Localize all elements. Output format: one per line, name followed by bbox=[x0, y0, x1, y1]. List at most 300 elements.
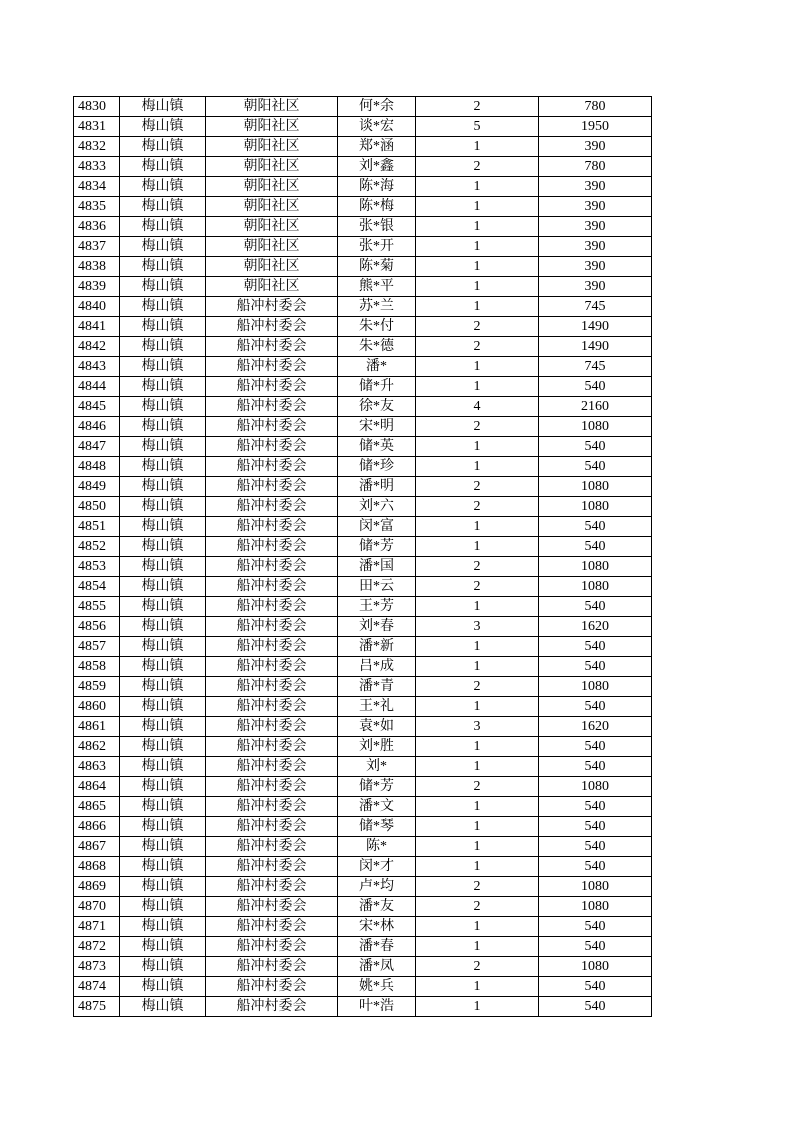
village-cell: 船冲村委会 bbox=[206, 737, 338, 757]
name-cell: 储*升 bbox=[338, 377, 416, 397]
row-number-cell: 4844 bbox=[74, 377, 120, 397]
village-cell: 船冲村委会 bbox=[206, 497, 338, 517]
name-cell: 王*芳 bbox=[338, 597, 416, 617]
town-cell: 梅山镇 bbox=[120, 617, 206, 637]
town-cell: 梅山镇 bbox=[120, 397, 206, 417]
name-cell: 张*银 bbox=[338, 217, 416, 237]
name-cell: 储*芳 bbox=[338, 537, 416, 557]
amount-cell: 1080 bbox=[539, 417, 652, 437]
amount-cell: 540 bbox=[539, 817, 652, 837]
row-number-cell: 4836 bbox=[74, 217, 120, 237]
count-cell: 4 bbox=[416, 397, 539, 417]
row-number-cell: 4867 bbox=[74, 837, 120, 857]
row-number-cell: 4868 bbox=[74, 857, 120, 877]
count-cell: 1 bbox=[416, 537, 539, 557]
village-cell: 船冲村委会 bbox=[206, 417, 338, 437]
count-cell: 1 bbox=[416, 457, 539, 477]
count-cell: 1 bbox=[416, 217, 539, 237]
village-cell: 朝阳社区 bbox=[206, 177, 338, 197]
name-cell: 闵*富 bbox=[338, 517, 416, 537]
town-cell: 梅山镇 bbox=[120, 837, 206, 857]
count-cell: 1 bbox=[416, 197, 539, 217]
row-number-cell: 4835 bbox=[74, 197, 120, 217]
table-row bbox=[74, 337, 652, 357]
amount-cell: 1080 bbox=[539, 577, 652, 597]
name-cell: 袁*如 bbox=[338, 717, 416, 737]
village-cell: 朝阳社区 bbox=[206, 237, 338, 257]
town-cell: 梅山镇 bbox=[120, 777, 206, 797]
table-row bbox=[74, 917, 652, 937]
row-number-cell: 4875 bbox=[74, 997, 120, 1017]
row-number-cell: 4850 bbox=[74, 497, 120, 517]
name-cell: 潘*文 bbox=[338, 797, 416, 817]
name-cell: 苏*兰 bbox=[338, 297, 416, 317]
village-cell: 船冲村委会 bbox=[206, 697, 338, 717]
count-cell: 1 bbox=[416, 517, 539, 537]
row-number-cell: 4859 bbox=[74, 677, 120, 697]
village-cell: 船冲村委会 bbox=[206, 757, 338, 777]
name-cell: 潘*国 bbox=[338, 557, 416, 577]
amount-cell: 540 bbox=[539, 377, 652, 397]
count-cell: 1 bbox=[416, 817, 539, 837]
table-row bbox=[74, 657, 652, 677]
count-cell: 2 bbox=[416, 897, 539, 917]
row-number-cell: 4865 bbox=[74, 797, 120, 817]
amount-cell: 2160 bbox=[539, 397, 652, 417]
row-number-cell: 4847 bbox=[74, 437, 120, 457]
town-cell: 梅山镇 bbox=[120, 237, 206, 257]
count-cell: 1 bbox=[416, 917, 539, 937]
town-cell: 梅山镇 bbox=[120, 377, 206, 397]
village-cell: 船冲村委会 bbox=[206, 577, 338, 597]
table-row bbox=[74, 117, 652, 137]
count-cell: 1 bbox=[416, 697, 539, 717]
count-cell: 1 bbox=[416, 237, 539, 257]
town-cell: 梅山镇 bbox=[120, 177, 206, 197]
row-number-cell: 4842 bbox=[74, 337, 120, 357]
table-body bbox=[74, 97, 652, 1017]
count-cell: 2 bbox=[416, 677, 539, 697]
village-cell: 船冲村委会 bbox=[206, 637, 338, 657]
town-cell: 梅山镇 bbox=[120, 317, 206, 337]
amount-cell: 1620 bbox=[539, 617, 652, 637]
town-cell: 梅山镇 bbox=[120, 877, 206, 897]
name-cell: 储*芳 bbox=[338, 777, 416, 797]
town-cell: 梅山镇 bbox=[120, 557, 206, 577]
village-cell: 船冲村委会 bbox=[206, 517, 338, 537]
amount-cell: 540 bbox=[539, 597, 652, 617]
town-cell: 梅山镇 bbox=[120, 957, 206, 977]
table-row bbox=[74, 317, 652, 337]
town-cell: 梅山镇 bbox=[120, 697, 206, 717]
village-cell: 船冲村委会 bbox=[206, 537, 338, 557]
table-row bbox=[74, 97, 652, 117]
table-row bbox=[74, 537, 652, 557]
table-row bbox=[74, 757, 652, 777]
row-number-cell: 4833 bbox=[74, 157, 120, 177]
name-cell: 潘*春 bbox=[338, 937, 416, 957]
row-number-cell: 4840 bbox=[74, 297, 120, 317]
town-cell: 梅山镇 bbox=[120, 737, 206, 757]
amount-cell: 1080 bbox=[539, 477, 652, 497]
village-cell: 船冲村委会 bbox=[206, 917, 338, 937]
row-number-cell: 4852 bbox=[74, 537, 120, 557]
name-cell: 刘* bbox=[338, 757, 416, 777]
town-cell: 梅山镇 bbox=[120, 417, 206, 437]
amount-cell: 1490 bbox=[539, 317, 652, 337]
count-cell: 1 bbox=[416, 757, 539, 777]
table-row bbox=[74, 997, 652, 1017]
name-cell: 何*余 bbox=[338, 97, 416, 117]
table-row bbox=[74, 517, 652, 537]
count-cell: 1 bbox=[416, 977, 539, 997]
count-cell: 1 bbox=[416, 737, 539, 757]
name-cell: 卢*均 bbox=[338, 877, 416, 897]
count-cell: 1 bbox=[416, 257, 539, 277]
count-cell: 1 bbox=[416, 797, 539, 817]
amount-cell: 1080 bbox=[539, 497, 652, 517]
count-cell: 1 bbox=[416, 297, 539, 317]
village-cell: 船冲村委会 bbox=[206, 977, 338, 997]
village-cell: 船冲村委会 bbox=[206, 937, 338, 957]
row-number-cell: 4864 bbox=[74, 777, 120, 797]
village-cell: 船冲村委会 bbox=[206, 397, 338, 417]
amount-cell: 1620 bbox=[539, 717, 652, 737]
count-cell: 2 bbox=[416, 317, 539, 337]
amount-cell: 1080 bbox=[539, 777, 652, 797]
village-cell: 船冲村委会 bbox=[206, 777, 338, 797]
amount-cell: 745 bbox=[539, 297, 652, 317]
name-cell: 陈* bbox=[338, 837, 416, 857]
row-number-cell: 4853 bbox=[74, 557, 120, 577]
village-cell: 船冲村委会 bbox=[206, 997, 338, 1017]
name-cell: 潘* bbox=[338, 357, 416, 377]
row-number-cell: 4846 bbox=[74, 417, 120, 437]
village-cell: 船冲村委会 bbox=[206, 337, 338, 357]
amount-cell: 390 bbox=[539, 237, 652, 257]
name-cell: 储*珍 bbox=[338, 457, 416, 477]
village-cell: 船冲村委会 bbox=[206, 597, 338, 617]
row-number-cell: 4851 bbox=[74, 517, 120, 537]
village-cell: 朝阳社区 bbox=[206, 217, 338, 237]
name-cell: 潘*青 bbox=[338, 677, 416, 697]
table-row bbox=[74, 637, 652, 657]
town-cell: 梅山镇 bbox=[120, 857, 206, 877]
town-cell: 梅山镇 bbox=[120, 497, 206, 517]
table-row bbox=[74, 877, 652, 897]
amount-cell: 1950 bbox=[539, 117, 652, 137]
village-cell: 船冲村委会 bbox=[206, 557, 338, 577]
table-row bbox=[74, 717, 652, 737]
count-cell: 1 bbox=[416, 137, 539, 157]
row-number-cell: 4845 bbox=[74, 397, 120, 417]
village-cell: 朝阳社区 bbox=[206, 277, 338, 297]
name-cell: 刘*六 bbox=[338, 497, 416, 517]
table-row bbox=[74, 857, 652, 877]
name-cell: 潘*明 bbox=[338, 477, 416, 497]
name-cell: 潘*新 bbox=[338, 637, 416, 657]
table-row bbox=[74, 977, 652, 997]
village-cell: 船冲村委会 bbox=[206, 457, 338, 477]
name-cell: 谈*宏 bbox=[338, 117, 416, 137]
village-cell: 朝阳社区 bbox=[206, 197, 338, 217]
table-row bbox=[74, 697, 652, 717]
table-row bbox=[74, 897, 652, 917]
town-cell: 梅山镇 bbox=[120, 637, 206, 657]
name-cell: 陈*菊 bbox=[338, 257, 416, 277]
table-row bbox=[74, 937, 652, 957]
table-row bbox=[74, 677, 652, 697]
town-cell: 梅山镇 bbox=[120, 997, 206, 1017]
row-number-cell: 4834 bbox=[74, 177, 120, 197]
row-number-cell: 4832 bbox=[74, 137, 120, 157]
count-cell: 3 bbox=[416, 617, 539, 637]
village-cell: 船冲村委会 bbox=[206, 377, 338, 397]
town-cell: 梅山镇 bbox=[120, 257, 206, 277]
village-cell: 朝阳社区 bbox=[206, 257, 338, 277]
count-cell: 2 bbox=[416, 557, 539, 577]
amount-cell: 390 bbox=[539, 137, 652, 157]
amount-cell: 540 bbox=[539, 857, 652, 877]
row-number-cell: 4857 bbox=[74, 637, 120, 657]
row-number-cell: 4874 bbox=[74, 977, 120, 997]
count-cell: 1 bbox=[416, 657, 539, 677]
town-cell: 梅山镇 bbox=[120, 197, 206, 217]
row-number-cell: 4837 bbox=[74, 237, 120, 257]
town-cell: 梅山镇 bbox=[120, 357, 206, 377]
table-row bbox=[74, 217, 652, 237]
town-cell: 梅山镇 bbox=[120, 457, 206, 477]
count-cell: 1 bbox=[416, 997, 539, 1017]
village-cell: 船冲村委会 bbox=[206, 797, 338, 817]
town-cell: 梅山镇 bbox=[120, 717, 206, 737]
row-number-cell: 4860 bbox=[74, 697, 120, 717]
amount-cell: 1080 bbox=[539, 957, 652, 977]
table-row bbox=[74, 157, 652, 177]
table-row bbox=[74, 277, 652, 297]
table-row bbox=[74, 437, 652, 457]
count-cell: 5 bbox=[416, 117, 539, 137]
table-row bbox=[74, 797, 652, 817]
table-row bbox=[74, 777, 652, 797]
village-cell: 船冲村委会 bbox=[206, 437, 338, 457]
row-number-cell: 4873 bbox=[74, 957, 120, 977]
row-number-cell: 4848 bbox=[74, 457, 120, 477]
town-cell: 梅山镇 bbox=[120, 897, 206, 917]
count-cell: 2 bbox=[416, 157, 539, 177]
name-cell: 王*礼 bbox=[338, 697, 416, 717]
count-cell: 1 bbox=[416, 637, 539, 657]
name-cell: 储*琴 bbox=[338, 817, 416, 837]
town-cell: 梅山镇 bbox=[120, 537, 206, 557]
count-cell: 2 bbox=[416, 877, 539, 897]
amount-cell: 390 bbox=[539, 217, 652, 237]
count-cell: 2 bbox=[416, 337, 539, 357]
count-cell: 2 bbox=[416, 957, 539, 977]
count-cell: 1 bbox=[416, 357, 539, 377]
amount-cell: 540 bbox=[539, 997, 652, 1017]
name-cell: 刘*春 bbox=[338, 617, 416, 637]
amount-cell: 540 bbox=[539, 517, 652, 537]
town-cell: 梅山镇 bbox=[120, 437, 206, 457]
amount-cell: 1080 bbox=[539, 897, 652, 917]
table-row bbox=[74, 297, 652, 317]
table-row bbox=[74, 357, 652, 377]
name-cell: 朱*付 bbox=[338, 317, 416, 337]
name-cell: 徐*友 bbox=[338, 397, 416, 417]
village-cell: 船冲村委会 bbox=[206, 957, 338, 977]
town-cell: 梅山镇 bbox=[120, 117, 206, 137]
town-cell: 梅山镇 bbox=[120, 477, 206, 497]
table-row bbox=[74, 817, 652, 837]
row-number-cell: 4830 bbox=[74, 97, 120, 117]
amount-cell: 1490 bbox=[539, 337, 652, 357]
table-row bbox=[74, 397, 652, 417]
name-cell: 刘*胜 bbox=[338, 737, 416, 757]
row-number-cell: 4839 bbox=[74, 277, 120, 297]
town-cell: 梅山镇 bbox=[120, 817, 206, 837]
count-cell: 3 bbox=[416, 717, 539, 737]
amount-cell: 780 bbox=[539, 97, 652, 117]
village-cell: 船冲村委会 bbox=[206, 857, 338, 877]
row-number-cell: 4869 bbox=[74, 877, 120, 897]
row-number-cell: 4838 bbox=[74, 257, 120, 277]
town-cell: 梅山镇 bbox=[120, 97, 206, 117]
table-row bbox=[74, 597, 652, 617]
amount-cell: 540 bbox=[539, 937, 652, 957]
name-cell: 潘*凤 bbox=[338, 957, 416, 977]
table-row bbox=[74, 257, 652, 277]
row-number-cell: 4870 bbox=[74, 897, 120, 917]
table-row bbox=[74, 557, 652, 577]
count-cell: 1 bbox=[416, 837, 539, 857]
count-cell: 1 bbox=[416, 937, 539, 957]
row-number-cell: 4843 bbox=[74, 357, 120, 377]
name-cell: 潘*友 bbox=[338, 897, 416, 917]
village-cell: 船冲村委会 bbox=[206, 477, 338, 497]
amount-cell: 540 bbox=[539, 917, 652, 937]
town-cell: 梅山镇 bbox=[120, 937, 206, 957]
village-cell: 朝阳社区 bbox=[206, 137, 338, 157]
data-table bbox=[73, 96, 652, 1017]
name-cell: 刘*鑫 bbox=[338, 157, 416, 177]
village-cell: 朝阳社区 bbox=[206, 97, 338, 117]
town-cell: 梅山镇 bbox=[120, 657, 206, 677]
amount-cell: 1080 bbox=[539, 677, 652, 697]
town-cell: 梅山镇 bbox=[120, 677, 206, 697]
count-cell: 1 bbox=[416, 177, 539, 197]
row-number-cell: 4849 bbox=[74, 477, 120, 497]
table-row bbox=[74, 477, 652, 497]
village-cell: 船冲村委会 bbox=[206, 877, 338, 897]
count-cell: 2 bbox=[416, 97, 539, 117]
row-number-cell: 4841 bbox=[74, 317, 120, 337]
name-cell: 陈*海 bbox=[338, 177, 416, 197]
amount-cell: 540 bbox=[539, 837, 652, 857]
amount-cell: 390 bbox=[539, 277, 652, 297]
amount-cell: 1080 bbox=[539, 877, 652, 897]
count-cell: 1 bbox=[416, 437, 539, 457]
name-cell: 宋*林 bbox=[338, 917, 416, 937]
town-cell: 梅山镇 bbox=[120, 217, 206, 237]
amount-cell: 540 bbox=[539, 757, 652, 777]
town-cell: 梅山镇 bbox=[120, 277, 206, 297]
village-cell: 船冲村委会 bbox=[206, 837, 338, 857]
amount-cell: 540 bbox=[539, 637, 652, 657]
table-row bbox=[74, 837, 652, 857]
village-cell: 船冲村委会 bbox=[206, 717, 338, 737]
table-row bbox=[74, 457, 652, 477]
name-cell: 朱*德 bbox=[338, 337, 416, 357]
town-cell: 梅山镇 bbox=[120, 337, 206, 357]
name-cell: 吕*成 bbox=[338, 657, 416, 677]
table-row bbox=[74, 577, 652, 597]
name-cell: 宋*明 bbox=[338, 417, 416, 437]
name-cell: 熊*平 bbox=[338, 277, 416, 297]
row-number-cell: 4831 bbox=[74, 117, 120, 137]
name-cell: 叶*浩 bbox=[338, 997, 416, 1017]
town-cell: 梅山镇 bbox=[120, 157, 206, 177]
name-cell: 姚*兵 bbox=[338, 977, 416, 997]
row-number-cell: 4866 bbox=[74, 817, 120, 837]
amount-cell: 390 bbox=[539, 257, 652, 277]
town-cell: 梅山镇 bbox=[120, 757, 206, 777]
village-cell: 朝阳社区 bbox=[206, 157, 338, 177]
town-cell: 梅山镇 bbox=[120, 137, 206, 157]
village-cell: 船冲村委会 bbox=[206, 897, 338, 917]
row-number-cell: 4855 bbox=[74, 597, 120, 617]
town-cell: 梅山镇 bbox=[120, 577, 206, 597]
town-cell: 梅山镇 bbox=[120, 917, 206, 937]
village-cell: 船冲村委会 bbox=[206, 817, 338, 837]
name-cell: 闵*才 bbox=[338, 857, 416, 877]
amount-cell: 540 bbox=[539, 437, 652, 457]
village-cell: 船冲村委会 bbox=[206, 297, 338, 317]
row-number-cell: 4861 bbox=[74, 717, 120, 737]
village-cell: 船冲村委会 bbox=[206, 317, 338, 337]
town-cell: 梅山镇 bbox=[120, 597, 206, 617]
name-cell: 储*英 bbox=[338, 437, 416, 457]
count-cell: 1 bbox=[416, 597, 539, 617]
town-cell: 梅山镇 bbox=[120, 977, 206, 997]
name-cell: 郑*涵 bbox=[338, 137, 416, 157]
count-cell: 1 bbox=[416, 857, 539, 877]
name-cell: 陈*梅 bbox=[338, 197, 416, 217]
town-cell: 梅山镇 bbox=[120, 517, 206, 537]
amount-cell: 540 bbox=[539, 977, 652, 997]
town-cell: 梅山镇 bbox=[120, 297, 206, 317]
table-row bbox=[74, 137, 652, 157]
name-cell: 张*开 bbox=[338, 237, 416, 257]
name-cell: 田*云 bbox=[338, 577, 416, 597]
amount-cell: 540 bbox=[539, 797, 652, 817]
table-row bbox=[74, 197, 652, 217]
count-cell: 2 bbox=[416, 477, 539, 497]
row-number-cell: 4871 bbox=[74, 917, 120, 937]
count-cell: 2 bbox=[416, 577, 539, 597]
amount-cell: 1080 bbox=[539, 557, 652, 577]
amount-cell: 540 bbox=[539, 537, 652, 557]
table-row bbox=[74, 957, 652, 977]
village-cell: 船冲村委会 bbox=[206, 617, 338, 637]
village-cell: 船冲村委会 bbox=[206, 357, 338, 377]
count-cell: 2 bbox=[416, 497, 539, 517]
table-row bbox=[74, 377, 652, 397]
table-row bbox=[74, 417, 652, 437]
table-row bbox=[74, 237, 652, 257]
count-cell: 2 bbox=[416, 417, 539, 437]
amount-cell: 745 bbox=[539, 357, 652, 377]
